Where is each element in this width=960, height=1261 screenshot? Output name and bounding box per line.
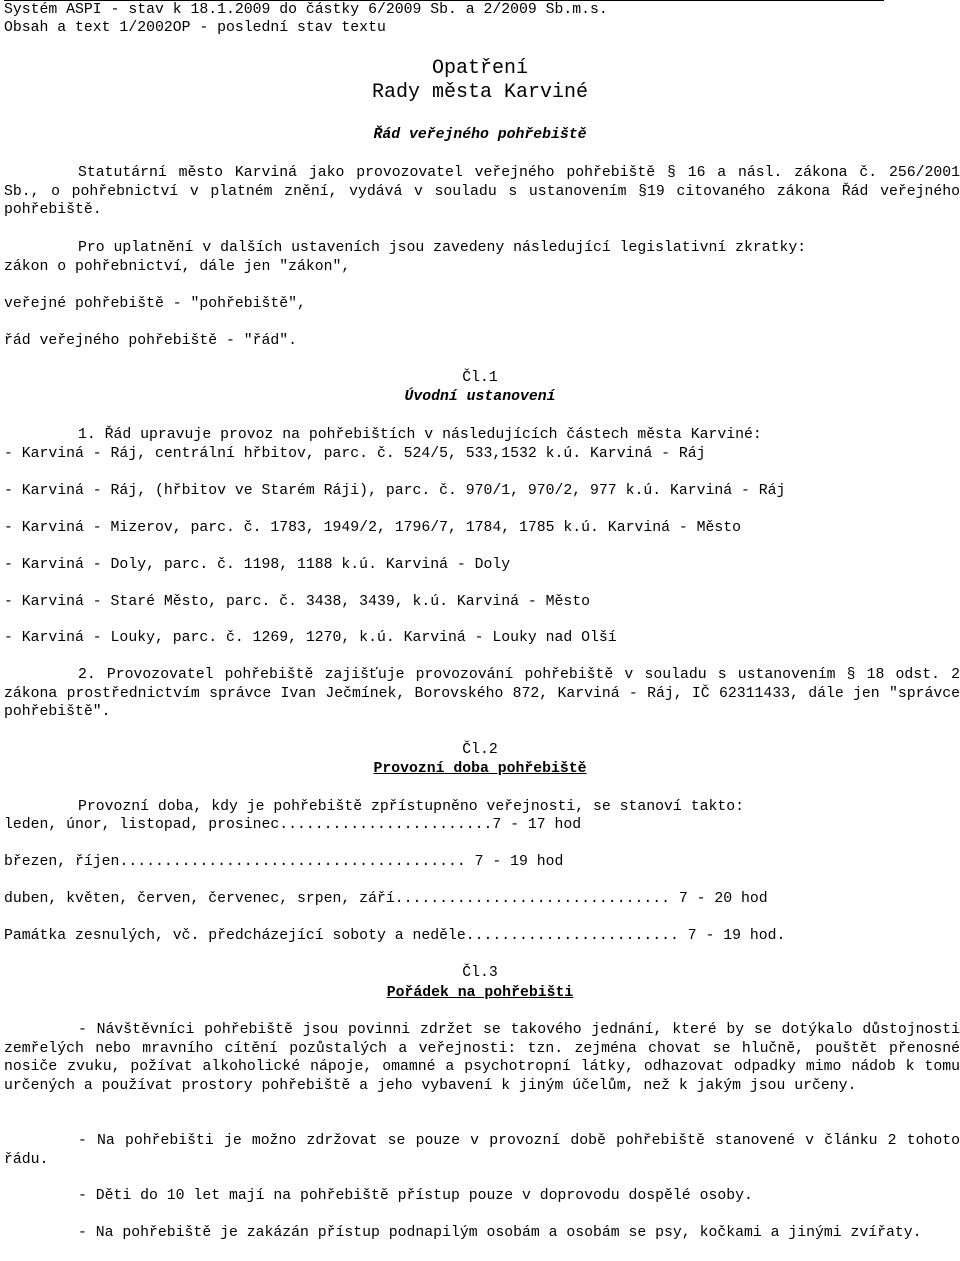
article-1-heading: Úvodní ustanovení <box>404 389 556 405</box>
abbreviation-law: zákon o pohřebnictví, dále jen "zákon", <box>4 259 351 275</box>
abbreviations-intro: Pro uplatnění v dalších ustaveních jsou zavedeny následující legislativní zkratky: <box>78 240 807 256</box>
document-subtitle: Řád veřejného pohřebiště <box>373 127 587 143</box>
abbreviation-cemetery: veřejné pohřebiště - "pohřebiště", <box>4 296 306 312</box>
opening-hours-intro: Provozní doba, kdy je pohřebiště zpřístupněno veřejnosti, se stanoví takto: <box>78 799 744 815</box>
cemetery-list-item: - Karviná - Ráj, centrální hřbitov, parc. č. 524/5, 533,1532 k.ú. Karviná - Ráj <box>4 446 706 462</box>
intro-paragraph: Statutární město Karviná jako provozovatel veřejného pohřebiště § 16 a násl. zákona č. 256/2001 Sb., o pohřebnictví v platném znění, vydává v souladu s ustanovením §19 citovaného zákona Řád veřejného pohřebiště. <box>4 165 960 218</box>
cemetery-list-item: - Karviná - Staré Město, parc. č. 3438, 3439, k.ú. Karviná - Město <box>4 594 591 610</box>
opening-hours-row: Památka zesnulých, vč. předcházející soboty a neděle........................ 7 - 19 hod. <box>4 928 786 944</box>
article-1-number: Čl.1 <box>462 370 498 386</box>
opening-hours-row: duben, květen, červen, červenec, srpen, září............................... 7 - 20 hod <box>4 891 768 907</box>
article-1-paragraph-2: 2. Provozovatel pohřebiště zajišťuje provozování pohřebiště v souladu s ustanovením § 18 odst. 2 zákona prostřednictvím správce Ivan Ječmínek, Borovského 872, Karviná - Ráj, IČ 62311433, dále jen "správce pohřebiště". <box>4 667 960 720</box>
article-3-number: Čl.3 <box>462 965 498 981</box>
article-3-paragraph-4: - Na pohřebiště je zakázán přístup podnapilým osobám a osobám se psy, kočkami a jinými zvířaty. <box>78 1225 922 1241</box>
cemetery-list-item: - Karviná - Doly, parc. č. 1198, 1188 k.ú. Karviná - Doly <box>4 557 511 573</box>
cemetery-list-item: - Karviná - Ráj, (hřbitov ve Starém Ráji), parc. č. 970/1, 970/2, 977 k.ú. Karviná - Ráj <box>4 483 786 499</box>
article-3-paragraph-2: - Na pohřebišti je možno zdržovat se pouze v provozní době pohřebiště stanovené v článku 2 tohoto řádu. <box>4 1133 960 1168</box>
article-3-heading: Pořádek na pohřebišti <box>386 985 574 1001</box>
article-3-paragraph-1: - Návštěvníci pohřebiště jsou povinni zdržet se takového jednání, které by se dotýkalo důstojnosti zemřelých nebo mravního cítění pozůstalých a veřejnosti: tzn. zejména chovat se hlučně, pouštět přenosné nosiče zvuku, požívat alkoholické nápoje, omamné a psychotropní látky, odhazovat odpadky mimo nádob k tomu určených a používat prostory pohřebiště a jeho vybavení k jiným účelům, než k jakým jsou určeny. <box>4 1022 960 1094</box>
opening-hours-row: březen, říjen....................................... 7 - 19 hod <box>4 854 564 870</box>
opening-hours-row: leden, únor, listopad, prosinec........................7 - 17 hod <box>4 817 582 833</box>
header-system-line: Systém ASPI - stav k 18.1.2009 do částky 6/2009 Sb. a 2/2009 Sb.m.s. <box>4 2 608 18</box>
cemetery-list-item: - Karviná - Mizerov, parc. č. 1783, 1949/2, 1796/7, 1784, 1785 k.ú. Karviná - Město <box>4 520 742 536</box>
cemetery-list-item: - Karviná - Louky, parc. č. 1269, 1270, k.ú. Karviná - Louky nad Olší <box>4 630 617 646</box>
document-title: Opatření <box>431 57 528 80</box>
article-2-number: Čl.2 <box>462 742 498 758</box>
document-issuer: Rady města Karviné <box>371 81 589 104</box>
article-2-heading: Provozní doba pohřebiště <box>373 761 587 777</box>
abbreviation-rules: řád veřejného pohřebiště - "řád". <box>4 333 298 349</box>
article-1-paragraph-1: 1. Řád upravuje provoz na pohřebištích v následujících částech města Karviné: <box>78 427 762 443</box>
header-content-line: Obsah a text 1/2002OP - poslední stav textu <box>4 20 386 36</box>
article-3-paragraph-3: - Děti do 10 let mají na pohřebiště přístup pouze v doprovodu dospělé osoby. <box>78 1188 753 1204</box>
